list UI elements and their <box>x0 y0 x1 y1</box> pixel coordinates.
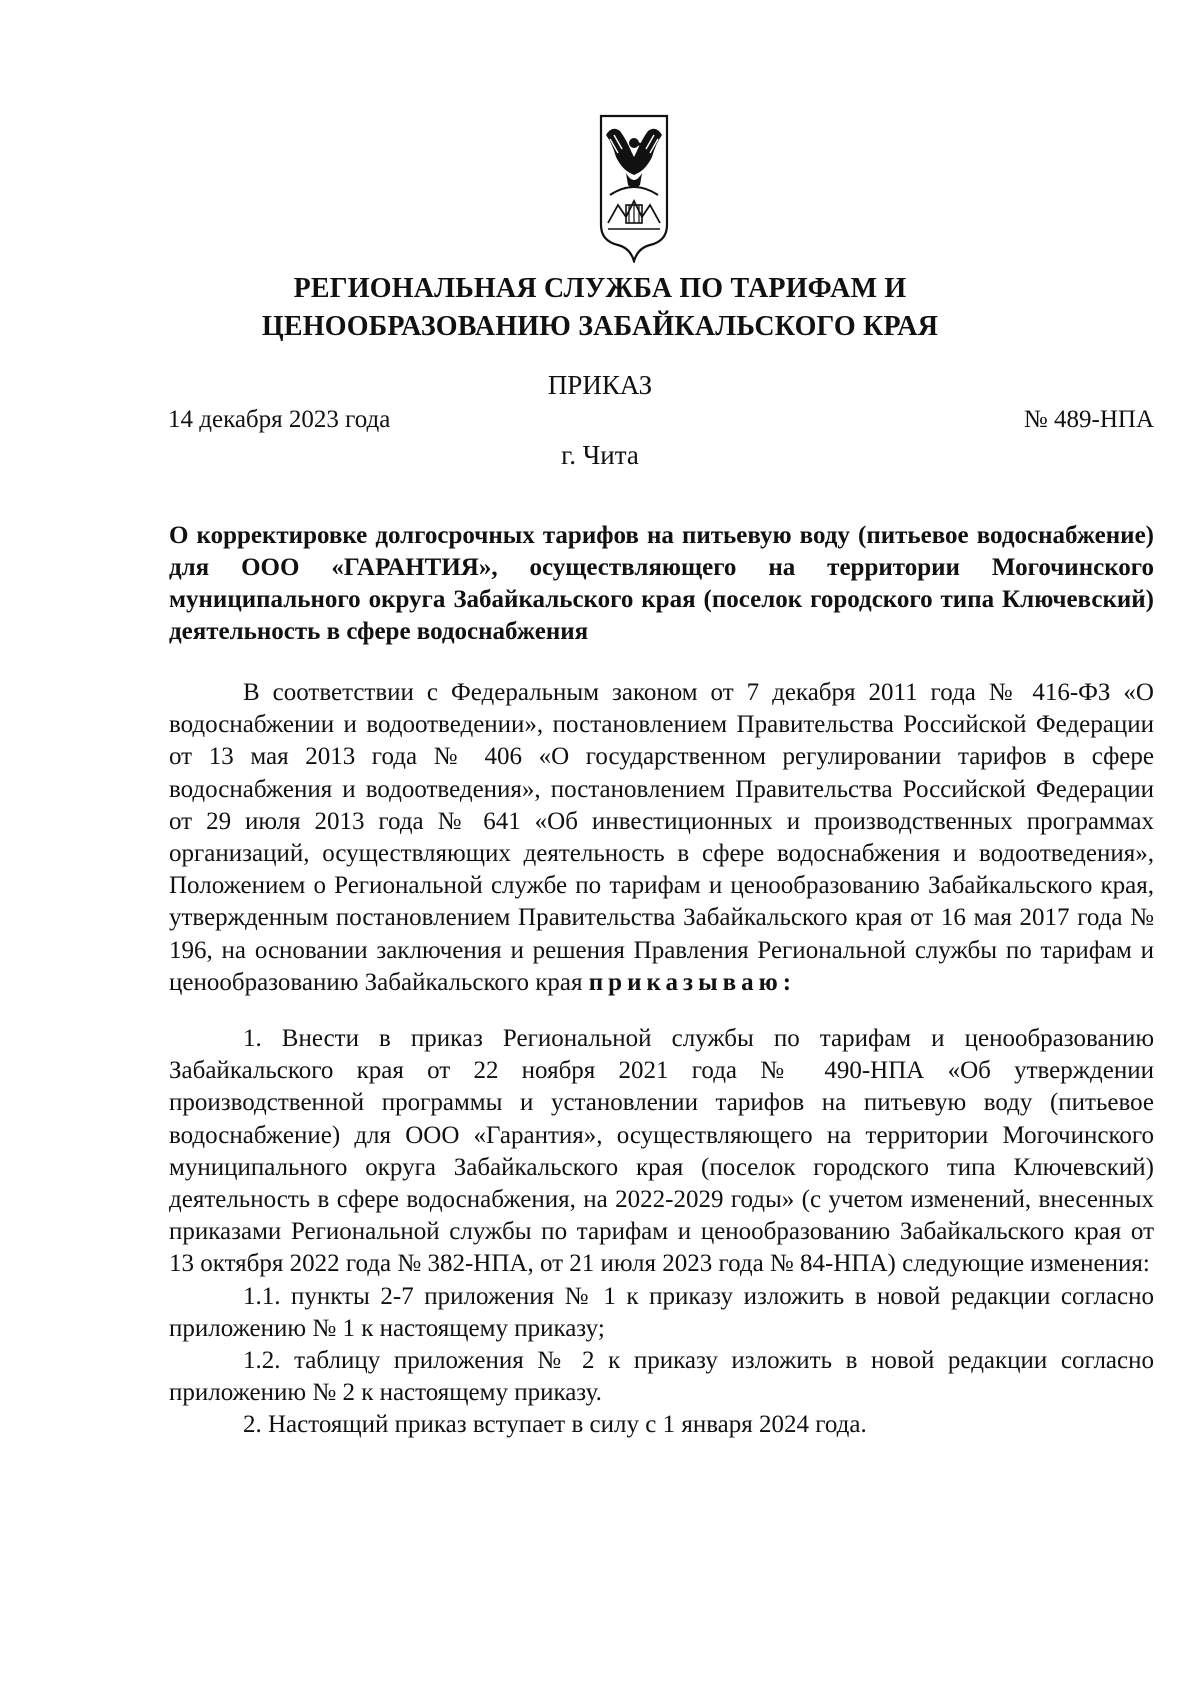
item-1-2: 1.2. таблицу приложения № 2 к приказу изложить в новой редакции согласно приложению № 2 к настоящему приказу. <box>169 1347 1154 1407</box>
item-2: 2. Настоящий приказ вступает в силу с 1 января 2024 года. <box>243 1411 867 1439</box>
coat-of-arms-icon <box>598 113 670 263</box>
preamble-paragraph <box>169 677 1154 999</box>
document-date: 14 декабря 2023 года <box>168 406 391 433</box>
organization-title-line-2: ЦЕНООБРАЗОВАНИЮ ЗАБАЙКАЛЬСКОГО КРАЯ <box>261 311 939 342</box>
document-city: г. Чита <box>561 440 639 470</box>
document-subject: О корректировке долгосрочных тарифов на питьевую воду (питьевое водоснабжение) для ООО «ГАРАНТИЯ», осуществляющего на территории Могочинского муниципального округа Забайкальского края (поселок городского типа Ключевский) деятельность в сфере водоснабжения <box>169 522 1154 645</box>
organization-title-line-1: РЕГИОНАЛЬНАЯ СЛУЖБА ПО ТАРИФАМ И <box>293 273 907 304</box>
preamble-text: В соответствии с Федеральным законом от 7 декабря 2011 года № 416-ФЗ «О водоснабжении и водоотведении», постановлением Правительства Российской Федерации от 13 мая 2013 года № 406 «О государственном регулировании тарифов в сфере водоснабжения и водоотведения», постановлением Правительства Российской Федерации от 29 июля 2013 года № 641 «Об инвестиционных и производственных программах организаций, осуществляющих деятельность в сфере водоснабжения и водоотведения», Положением о Региональной службе по тарифам и ценообразованию Забайкальского края, утвержденным постановлением Правительства Забайкальского края от 16 мая 2017 года № 196, на основании заключения и решения Правления Региональной службы по тарифам и ценообразованию Забайкальского края <box>169 679 1154 996</box>
document-body <box>169 677 1154 1442</box>
order-word: приказываю: <box>588 968 797 996</box>
document-type: ПРИКАЗ <box>547 370 653 400</box>
document-number: № 489-НПА <box>1023 406 1154 433</box>
item-1-1: 1.1. пункты 2-7 приложения № 1 к приказу изложить в новой редакции согласно приложению № 1 к настоящему приказу; <box>169 1282 1154 1342</box>
organization-title <box>150 270 1050 346</box>
item-1: 1. Внести в приказ Региональной службы по тарифам и ценообразованию Забайкальского края от 22 ноября 2021 года № 490-НПА «Об утверждении производственной программы и установлении тарифов на питьевую воду (питьевое водоснабжение) для ООО «Гарантия», осуществляющего на территории Могочинского муниципального округа Забайкальского края (поселок городского типа Ключевский) деятельность в сфере водоснабжения, на 2022-2029 годы» (с учетом изменений, внесенных приказами Региональной службы по тарифам и ценообразованию Забайкальского края от 13 октября 2022 года № 382-НПА, от 21 июля 2023 года № 84-НПА) следующие изменения: <box>169 1025 1154 1278</box>
